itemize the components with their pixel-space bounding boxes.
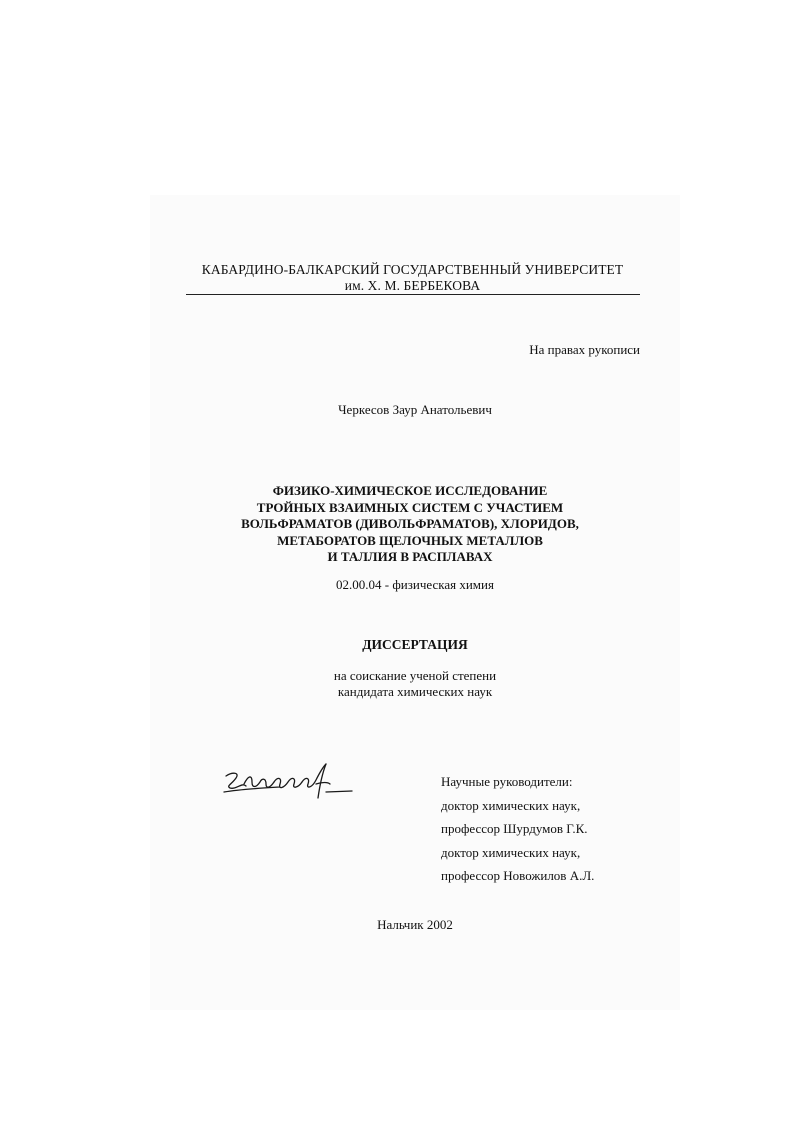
title-line: ТРОЙНЫХ ВЗАИМНЫХ СИСТЕМ С УЧАСТИЕМ [256,499,564,515]
university-name: КАБАРДИНО-БАЛКАРСКИЙ ГОСУДАРСТВЕННЫЙ УНИВЕРСИТЕТ [201,262,624,277]
degree-line: кандидата химических наук [337,684,493,699]
specialty-code: 02.00.04 - физическая химия [336,577,494,592]
title-line: И ТАЛЛИЯ В РАСПЛАВАХ [327,549,493,564]
advisors-heading: Научные руководители: [441,774,573,789]
advisor-name: профессор Шурдумов Г.К. [441,821,588,836]
header-divider [186,294,640,295]
advisor-degree: доктор химических наук, [441,797,581,813]
degree-sought [290,668,540,700]
title-line: ФИЗИКО-ХИМИЧЕСКОЕ ИССЛЕДОВАНИЕ [272,483,548,498]
title-line: ВОЛЬФРАМАТОВ (ДИВОЛЬФРАМАТОВ), ХЛОРИДОВ, [241,516,579,531]
degree-line: на соискание ученой степени [333,668,497,683]
dissertation-title [200,483,620,566]
scientific-advisors [441,770,641,888]
title-line: МЕТАБОРАТОВ ЩЕЛОЧНЫХ МЕТАЛЛОВ [277,532,543,548]
author-name: Черкесов Заур Анатольевич [338,402,492,417]
advisor-degree: доктор химических наук, [441,844,581,860]
scan-area [150,195,680,1010]
document-type: ДИССЕРТАЦИЯ [362,637,468,652]
advisor-name: профессор Новожилов А.Л. [441,868,595,883]
university-named-after: им. Х. М. БЕРБЕКОВА [344,278,481,293]
handwritten-signature [222,762,357,802]
manuscript-note: На правах рукописи [529,342,640,357]
city-year: Нальчик 2002 [377,917,453,932]
university-header [185,262,640,294]
